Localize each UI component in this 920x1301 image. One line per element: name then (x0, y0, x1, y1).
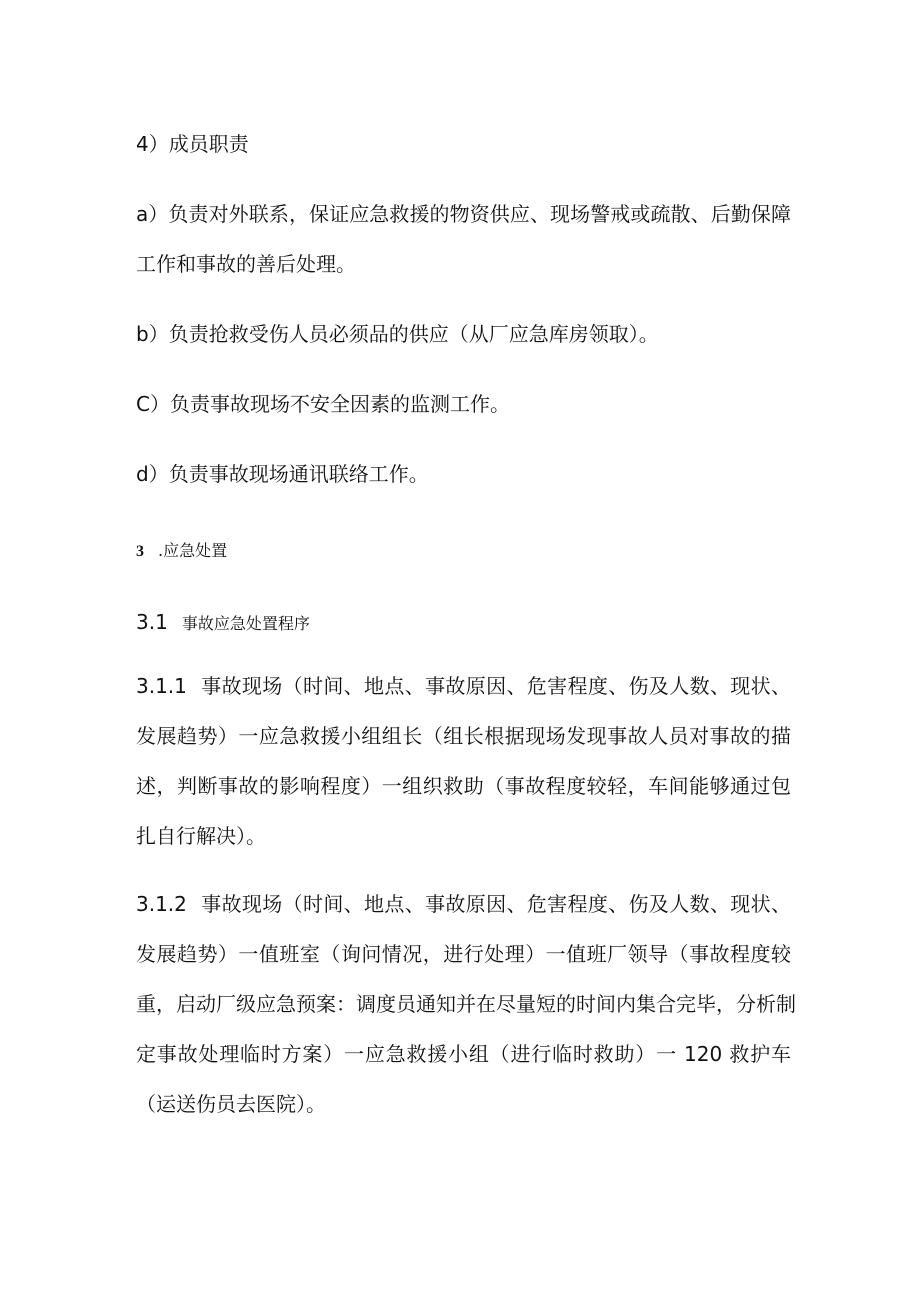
procedure-3-1-2-line-2: 发展趋势）一值班室（询问情况，进行处理）一值班厂领导（事故程度较 (136, 942, 791, 966)
procedure-3-1-2-paragraph (136, 886, 796, 1122)
section-3-1-title: 事故应急处置程序 (181, 614, 310, 633)
duty-d-paragraph: d）负责事故现场通讯联络工作。 (136, 462, 429, 486)
duty-a-line-2: 工作和事故的善后处理。 (136, 252, 356, 276)
procedure-3-1-1-line-3: 述，判断事故的影响程度）一组织救助（事故程度较轻，车间能够通过包 (136, 774, 791, 798)
procedure-3-1-2-line-3: 重，启动厂级应急预案：调度员通知并在尽量短的时间内集合完毕，分析制 (136, 992, 796, 1016)
section-3-1-number: 3.1 (136, 610, 168, 634)
procedure-3-1-1-paragraph (136, 668, 791, 854)
duty-a-line-1: a）负责对外联系，保证应急救援的物资供应、现场警戒或疏散、后勤保障 (136, 202, 791, 226)
section-3-number: 3 (136, 543, 144, 560)
duty-a-paragraph (136, 196, 791, 282)
section-3-heading (136, 533, 791, 569)
section-3-1-heading (136, 604, 791, 640)
member-duties-heading: 4）成员职责 (136, 132, 249, 156)
procedure-3-1-2-line-5: （运送伤员去医院）。 (136, 1092, 326, 1116)
procedure-3-1-2-line-4: 定事故处理临时方案）一应急救援小组（进行临时救助）一 120 救护车 (136, 1042, 791, 1066)
procedure-3-1-2-number: 3.1.2 (136, 892, 187, 916)
procedure-3-1-1-number: 3.1.1 (136, 674, 187, 698)
procedure-3-1-1-line-1: 事故现场（时间、地点、事故原因、危害程度、伤及人数、现状、 (200, 674, 791, 698)
procedure-3-1-1-line-4: 扎自行解决）。 (136, 824, 266, 848)
duty-b-paragraph: b）负责抢救受伤人员必须品的供应（从厂应急库房领取）。 (136, 322, 659, 346)
duty-c-paragraph: C）负责事故现场不安全因素的监测工作。 (136, 392, 510, 416)
procedure-3-1-2-line-1: 事故现场（时间、地点、事故原因、危害程度、伤及人数、现状、 (200, 892, 791, 916)
section-3-title: .应急处置 (158, 541, 228, 560)
procedure-3-1-1-line-2: 发展趋势）一应急救援小组组长（组长根据现场发现事故人员对事故的描 (136, 724, 791, 748)
